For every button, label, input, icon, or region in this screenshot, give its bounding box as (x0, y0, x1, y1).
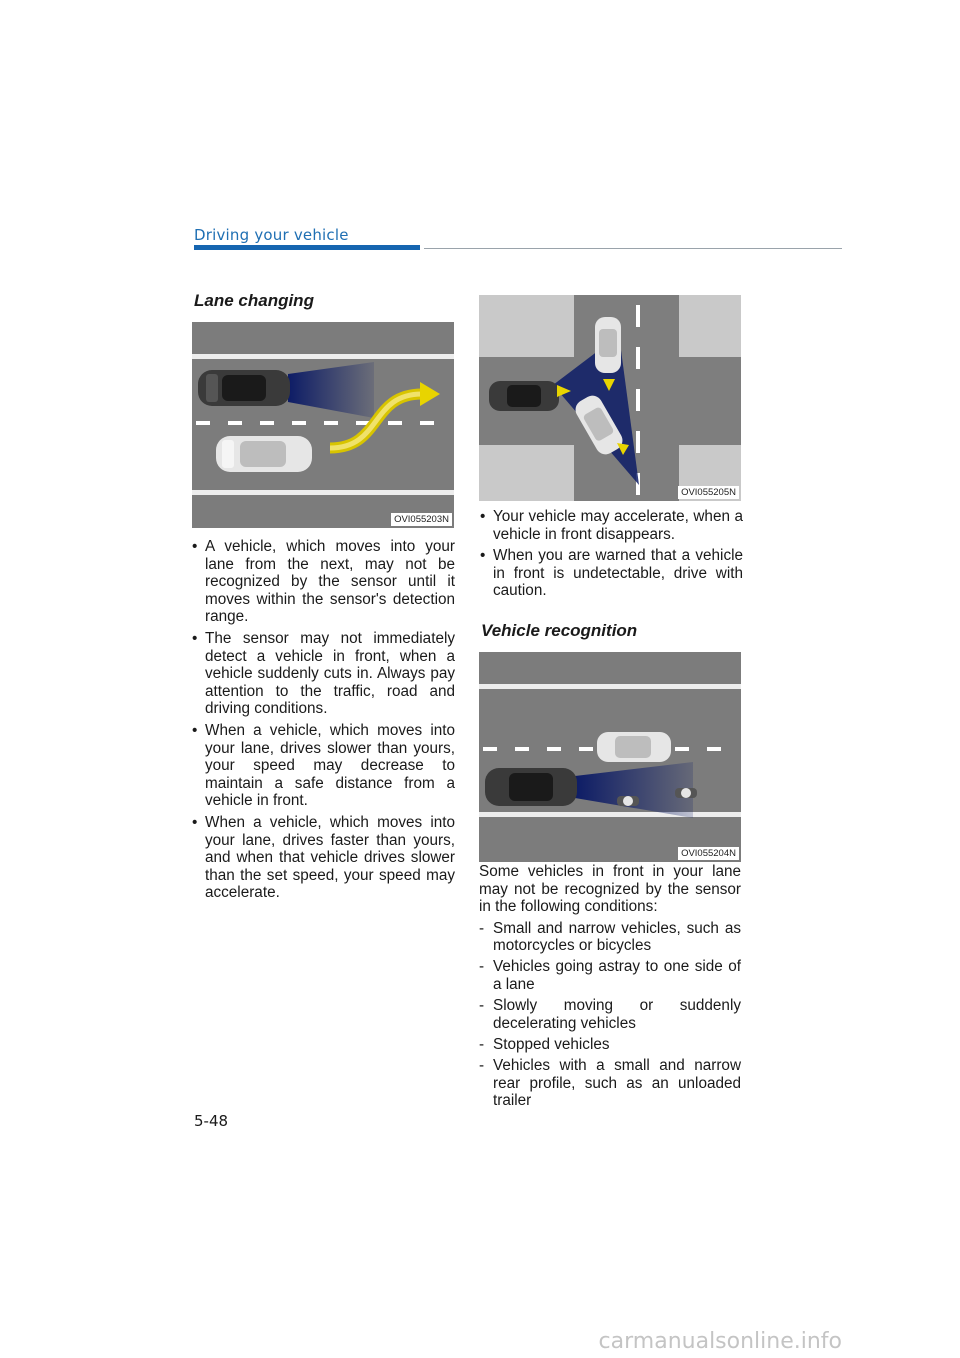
page-number: 5-48 (194, 1112, 229, 1130)
condition-item: - Stopped vehicles (479, 1035, 610, 1053)
section-title-lane-changing: Lane changing (194, 291, 314, 310)
section-title-vehicle-recognition: Vehicle recognition (481, 621, 638, 640)
figure-code-intersection: OVI055205N (678, 486, 739, 499)
header-accent-bar (194, 245, 420, 250)
watermark: carmanualsonline.info (598, 1329, 842, 1354)
section-header-title: Driving your vehicle (194, 226, 349, 244)
vehicle-recognition-illustration (479, 652, 741, 862)
header-rule (424, 248, 842, 249)
condition-item: - Vehicles with a small and narrow rear profile, such as an unloaded trailer (479, 1056, 741, 1110)
condition-item: - Small and narrow vehicles, such as motorcycles or bicycles (479, 919, 741, 955)
bullet-item: • When a vehicle, which moves into your lane, drives faster than yours, and when that vehicle drives slower than the set speed, your speed may accelerate. (189, 814, 455, 902)
condition-item: - Slowly moving or suddenly decelerating vehicles (479, 997, 741, 1032)
left-column-text (189, 538, 455, 906)
bullet-item: • Your vehicle may accelerate, when a vehicle in front disappears. (477, 508, 743, 543)
figure-code-lane-changing: OVI055203N (391, 513, 452, 526)
intro-paragraph: Some vehicles in front in your lane may not be recognized by the sensor in the following conditions: (479, 863, 741, 916)
intersection-illustration (479, 295, 741, 501)
figure-code-vehicle-recognition: OVI055204N (678, 847, 739, 860)
lane-changing-illustration (192, 322, 454, 528)
right-column-bullets (477, 508, 743, 604)
condition-item: - Vehicles going astray to one side of a lane (479, 958, 741, 994)
right-column-text (479, 863, 741, 1113)
bullet-item: • The sensor may not immediately detect a vehicle in front, when a vehicle suddenly cuts in. Always pay attention to the traffic, road and driving conditions. (189, 630, 455, 718)
bullet-item: • When a vehicle, which moves into your lane, drives slower than yours, your speed may decrease to maintain a safe distance from a vehicle in front. (189, 722, 455, 810)
bullet-item: • A vehicle, which moves into your lane from the next, may not be recognized by the sensor until it moves within the sensor's detection range. (189, 538, 455, 626)
bullet-item: • When you are warned that a vehicle in front is undetectable, drive with caution. (477, 547, 743, 600)
